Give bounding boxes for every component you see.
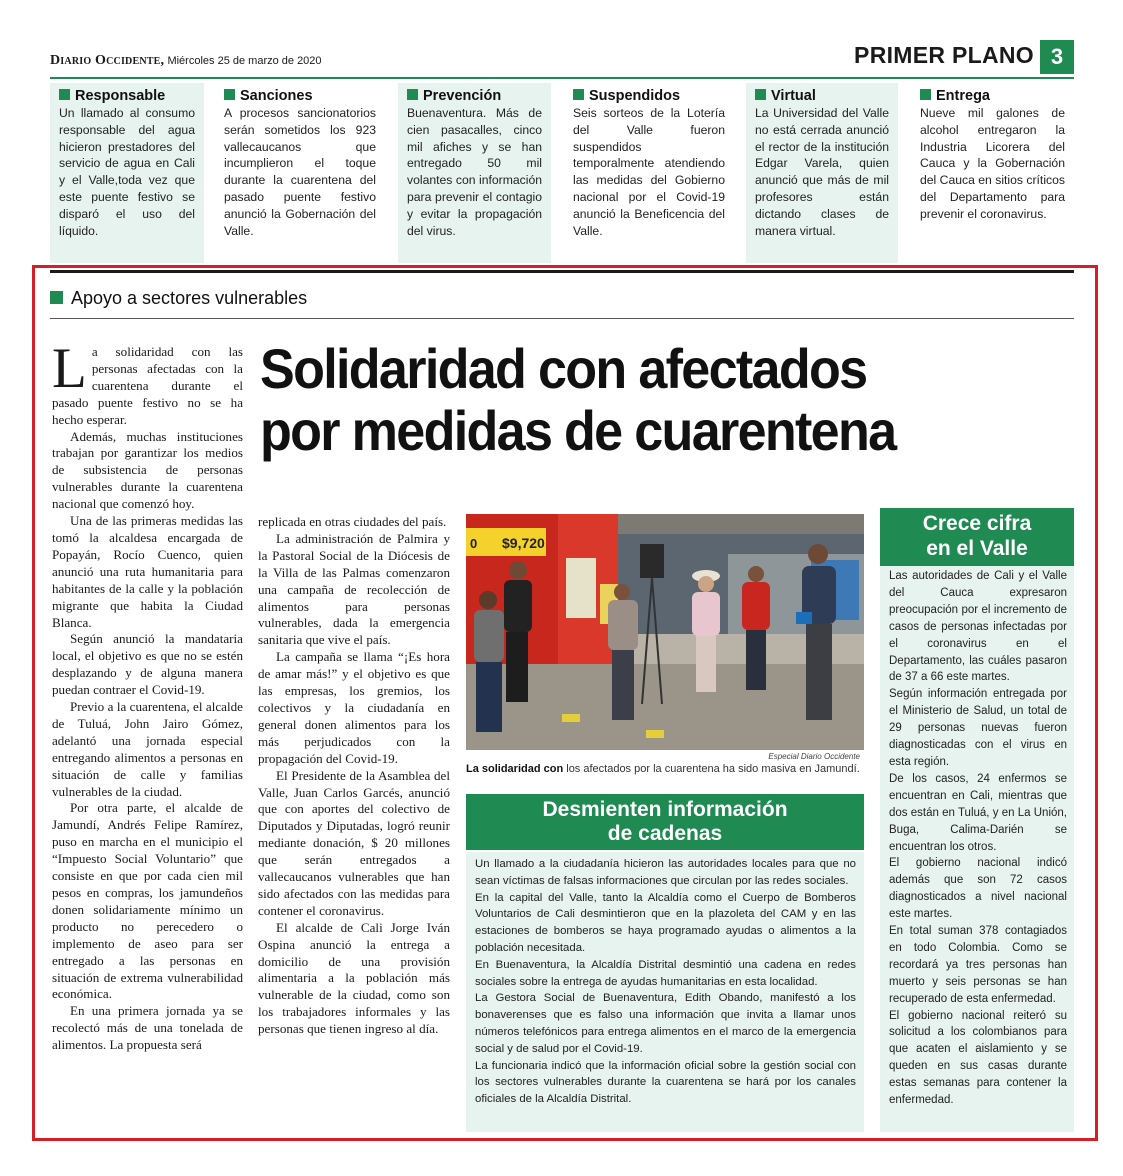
- article-paragraph: La solidaridad con las personas afectadas con la cuarentena durante el pasado puente festivo no se ha hecho esperar.: [52, 337, 243, 427]
- article-kicker: Apoyo a sectores vulnerables: [50, 288, 307, 309]
- kicker-rule: [50, 318, 1074, 319]
- sidebar-cadenas-title: Desmienten información de cadenas: [466, 794, 864, 850]
- article-paragraph: Además, muchas instituciones trabajan por garantizar los medios de subsistencia de personas vulnerables durante la cuarentena nacional que comenzó hoy.: [52, 428, 243, 512]
- green-square-icon: [50, 291, 63, 304]
- article-top-rule: [50, 270, 1074, 273]
- sidebar-paragraph: En la capital del Valle, tanto la Alcaldía como el Cuerpo de Bomberos Voluntarios de Cali desmintieron que en la plazoleta del CAM y en las estaciones de bomberos se haya programado ayudas o alimentos a la población necesitada.: [475, 891, 856, 954]
- sidebar-paragraph: La Gestora Social de Buenaventura, Edith Obando, manifestó a los bonaverenses que es falso una información que invita a llamar unos números telefónicos para entrega alimentos en el marco de la emergencia social y de salud por el Covid-19.: [475, 992, 856, 1055]
- sidebar-cifra-body: [880, 566, 1074, 1132]
- sidebar-cifra-title: Crece cifra en el Valle: [880, 508, 1074, 566]
- article-paragraph: La administración de Palmira y la Pastoral Social de la Diócesis de la Villa de las Palmas comenzaron una campaña de recolección de alimentos para personas vulnerables, dada la emergencia sanitaria que vive el país.: [258, 530, 450, 648]
- photo-credit: Especial Diario Occidente: [768, 752, 860, 761]
- brief-sanciones: [215, 83, 385, 263]
- green-square-icon: [920, 89, 931, 100]
- sidebar-paragraph: El gobierno nacional reiteró su solicitud a los colombianos para que acaten el aislamiento y se queden en sus casas durante estas semanas para contener la enfermedad.: [889, 1009, 1067, 1107]
- section-title: PRIMER PLANO: [854, 42, 1034, 68]
- brief-text: A procesos sancionatorios serán sometidos los 923 vallecaucanos que incumplieron el toque durante la cuarentena del pasado puente festivo anunció la Gobernación del Valle.: [224, 106, 376, 238]
- brief-title: Sanciones: [224, 88, 376, 105]
- photo-sign-left: 0: [470, 536, 478, 551]
- article-paragraph: replicada en otras ciudades del país.: [258, 514, 447, 529]
- store-front-photo: [466, 514, 864, 750]
- brief-virtual: [746, 83, 898, 263]
- drop-cap: L: [52, 337, 87, 400]
- photo-sign-price: $9,720: [502, 535, 545, 551]
- article-paragraph: El Presidente de la Asamblea del Valle, Juan Carlos Garcés, anunció que con aportes del colectivo de Diputados y Diputadas, logró reunir mediante donación, $ 20 millones que serán entregados a vallecaucanos vulnerables que han sido afectados con las medidas para contener el coronavirus.: [258, 767, 450, 918]
- brief-title: Entrega: [920, 88, 1065, 105]
- article-paragraph: En una primera jornada ya se recolectó más de una tonelada de alimentos. La propuesta será: [52, 1003, 243, 1053]
- brief-title: Prevención: [407, 88, 542, 105]
- sidebar-paragraph: El gobierno nacional indicó además que son 72 casos diagnosticados a nivel nacional este martes.: [889, 857, 1067, 921]
- green-square-icon: [755, 89, 766, 100]
- brief-entrega: [911, 83, 1074, 263]
- brief-text: Seis sorteos de la Lotería del Valle fueron suspendidos temporalmente atendiendo las medidas del Gobierno nacional por el Covid-19 anunció la Beneficencia del Valle.: [573, 106, 725, 238]
- sidebar-paragraph: Según información entregada por el Ministerio de Salud, un total de 29 personas nuevas fueron diagnosticadas con el virus en esta región.: [889, 688, 1067, 768]
- brief-title: Suspendidos: [573, 88, 725, 105]
- news-briefs: [50, 83, 1074, 263]
- header-rule: [50, 77, 1074, 79]
- photo-caption: La solidaridad con los afectados por la cuarentena ha sido masiva en Jamundí.: [466, 763, 860, 775]
- article-paragraph: Previo a la cuarentena, el alcalde de Tuluá, John Jairo Gómez, adelantó una jornada especial entregando alimentos a personas en situación de calle y familias vulnerables de la ciudad.: [52, 699, 243, 799]
- brief-text: Buenaventura. Más de cien pasacalles, cinco mil afiches y se han entregado 50 mil volantes con información para prevenir el contagio y evitar la propagación del virus.: [407, 106, 542, 238]
- article-paragraph: Por otra parte, el alcalde de Jamundí, Andrés Felipe Ramírez, puso en marcha en el municipio el “Impuesto Social Voluntario” que consiste en que por cada cien mil pesos en compras, los jamundeños donen solidariamente mínimo un producto no perecedero o implemento de aseo para ser entregado a las personas en situación de extrema vulnerabilidad económica.: [52, 800, 243, 1002]
- green-square-icon: [224, 89, 235, 100]
- brief-suspendidos: [564, 83, 734, 263]
- article-paragraph: Una de las primeras medidas las tomó la alcaldesa encargada de Popayán, Rocío Cuenco, quien anunció una ruta humanitaria para habitantes de la calle y la población migrante que habita la Ciudad Blanca.: [52, 513, 243, 630]
- article-column-2: [258, 514, 450, 1038]
- sidebar-paragraph: La funcionaria indicó que la información oficial sobre la gestión social con los sectores vulnerables durante la cuarentena se hará por los canales oficiales de la Alcaldía Distrital.: [475, 1059, 856, 1106]
- masthead: [50, 52, 322, 69]
- article-photo: [466, 514, 864, 750]
- green-square-icon: [573, 89, 584, 100]
- sidebar-paragraph: De los casos, 24 enfermos se encuentran en Cali, mientras que dos están en Tuluá, y en La Unión, Buga, Calima-Darién se encuentran los otros.: [889, 772, 1067, 853]
- page-number: 3: [1040, 40, 1074, 74]
- brief-title: Responsable: [59, 88, 195, 105]
- sidebar-cadenas-body: [466, 852, 864, 1132]
- issue-date: Miércoles 25 de marzo de 2020: [167, 55, 322, 67]
- brief-text: La Universidad del Valle no está cerrada anunció el rector de la institución Edgar Varela, quien anunció que más de mil profesores están dictando clases de manera virtual.: [755, 106, 889, 238]
- person-figure: [504, 561, 532, 702]
- green-square-icon: [407, 89, 418, 100]
- brief-responsable: [50, 83, 204, 263]
- brief-prevencion: [398, 83, 551, 263]
- article-headline: Solidaridad con afectados por medidas de cuarentena: [260, 337, 896, 462]
- sidebar-paragraph: En Buenaventura, la Alcaldía Distrital desmintió una cadena en redes sociales sobre la entrega de ayudas humanitarias en esta localidad.: [475, 958, 856, 988]
- page-header: [50, 40, 1074, 76]
- article-paragraph: Según anunció la mandataria local, el objetivo es que no se estén desplazando y de alguna manera puedan contraer el Covid-19.: [52, 631, 243, 698]
- article-column-1: [52, 337, 243, 1054]
- sidebar-paragraph: En total suman 378 contagiados en todo Colombia. Como se recordará ya tres personas han muerto y seis personas se han recuperado de esta enfermedad.: [889, 925, 1067, 1005]
- newspaper-name: Diario Occidente,: [50, 53, 165, 68]
- sidebar-paragraph: Las autoridades de Cali y el Valle del Cauca expresaron preocupación por el incremento de casos de personas infectadas por el coronavirus en el Departamento, las cuáles pasaron de 37 a 66 este martes.: [889, 570, 1067, 684]
- article-paragraph: La campaña se llama “¡Es hora de amar más!” y el objetivo es que las empresas, los gremios, los colectivos y la ciudadanía en general donen alimentos para los más perjudicados con la propagación del Covid-19.: [258, 649, 450, 766]
- sidebar-paragraph: Un llamado a la ciudadanía hicieron las autoridades locales para que no sean víctimas de falsas informaciones que circulan por las redes sociales.: [475, 858, 856, 887]
- green-square-icon: [59, 89, 70, 100]
- brief-text: Nueve mil galones de alcohol entregaron la Industria Licorera del Cauca y la Gobernación del Cauca en sitios críticos del Departamento para prevenir el coronavirus.: [920, 106, 1065, 221]
- brief-text: Un llamado al consumo responsable del agua hicieron prestadores del servicio de agua en Cali y el Valle,toda vez que este puente festivo se disparó el uso del líquido.: [59, 106, 195, 238]
- brief-title: Virtual: [755, 88, 889, 105]
- article-paragraph: El alcalde de Cali Jorge Iván Ospina anunció la entrega a domicilio de una provisión alimentaria a la población más vulnerable de la ciudad, como son los trabajadores informales y las personas que tienen ingreso al día.: [258, 919, 450, 1037]
